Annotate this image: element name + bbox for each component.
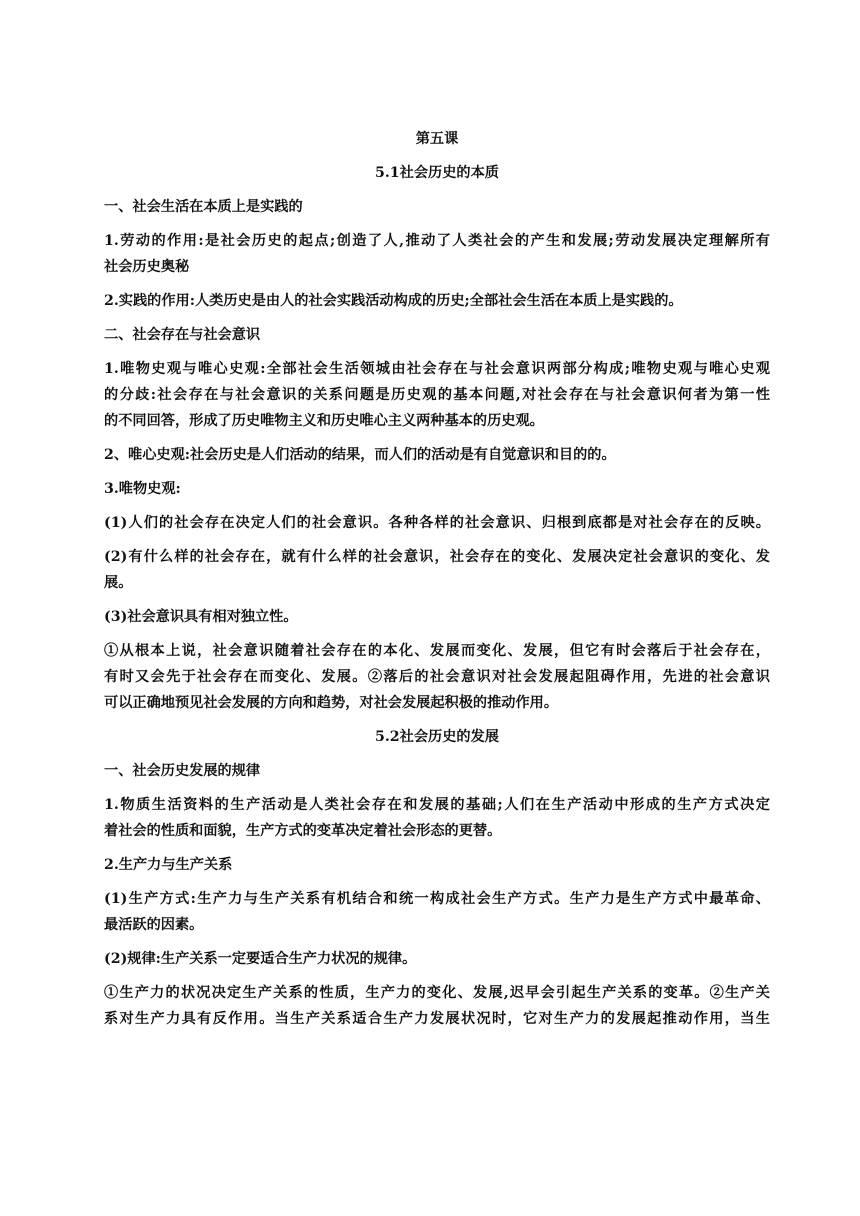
section-heading-5-2: 5.2社会历史的发展 <box>375 729 499 745</box>
paragraph-line: 社会历史奥秘 <box>104 259 190 275</box>
paragraph-line: 的不同回答，形成了历史唯物主义和历史唯心主义两种基本的历史观。 <box>104 413 544 429</box>
paragraph-line: 1.唯物史观与唯心史观:全部社会生活领城由社会存在与社会意识两部分构成;唯物史观与唯心史观 <box>104 361 770 377</box>
paragraph-line: 可以正确地预见社会发展的方向和趋势，对社会发展起积极的推动作用。 <box>104 695 559 711</box>
paragraph-line: 1.劳动的作用:是社会历史的起点;创造了人,推动了人类社会的产生和发展;劳动发展决定理解所有 <box>104 233 770 249</box>
paragraph-line: (1)人们的社会存在决定人们的社会意识。各种各样的社会意识、归根到底都是对社会存在的反映。 <box>104 515 770 531</box>
subheading: 一、社会历史发展的规律 <box>104 763 261 779</box>
document-page <box>104 126 770 1032</box>
paragraph-line: 1.物质生活资料的生产活动是人类社会存在和发展的基础;人们在生产活动中形成的生产方式决定 <box>104 797 770 813</box>
paragraph-line: ①从根本上说，社会意识随着社会存在的本化、发展而变化、发展，但它有时会落后于社会存在， <box>104 643 770 659</box>
paragraph-line: 系对生产力具有反作用。当生产关系适合生产力发展状况时，它对生产力的发展起推动作用，当生 <box>104 1011 770 1027</box>
subheading: 二、社会存在与社会意识 <box>104 327 261 343</box>
paragraph-line: 的分歧:社会存在与社会意识的关系问题是历史观的基本问题,对社会存在与社会意识何者为第一性 <box>104 387 770 403</box>
paragraph-line: 2.生产力与生产关系 <box>104 857 233 873</box>
paragraph-line: 有时又会先于社会存在而变化、发展。②落后的社会意识对社会发展起阻碍作用，先进的社会意识 <box>104 669 770 685</box>
paragraph-line: 3.唯物史观: <box>104 481 181 497</box>
paragraph-line: (3)社会意识具有相对独立性。 <box>104 609 298 625</box>
paragraph-line: 展。 <box>104 575 133 591</box>
section-heading-5-1: 5.1社会历史的本质 <box>375 165 499 181</box>
paragraph-line: 2.实践的作用:人类历史是由人的社会实践活动构成的历史;全部社会生活在本质上是实践的。 <box>104 293 683 309</box>
paragraph-line: ①生产力的状况决定生产关系的性质，生产力的变化、发展,迟早会引起生产关系的变革。②生产关 <box>104 985 770 1001</box>
paragraph-line: 最活跃的因素。 <box>104 917 204 933</box>
paragraph-line: (2)规律:生产关系一定要适合生产力状况的规律。 <box>104 951 417 967</box>
lesson-title: 第五课 <box>415 131 459 147</box>
paragraph-line: 2、唯心史观:社会历史是人们活动的结果，而人们的活动是有自觉意识和目的的。 <box>104 447 616 463</box>
paragraph-line: 着社会的性质和面貌，生产方式的变革决定着社会形态的更替。 <box>104 823 502 839</box>
paragraph-line: (2)有什么样的社会存在，就有什么样的社会意识，社会存在的变化、发展决定社会意识的变化、发 <box>104 549 770 565</box>
subheading: 一、社会生活在本质上是实践的 <box>104 199 303 215</box>
paragraph-line: (1)生产方式:生产力与生产关系有机结合和统一构成社会生产方式。生产力是生产方式中最革命、 <box>104 891 770 907</box>
